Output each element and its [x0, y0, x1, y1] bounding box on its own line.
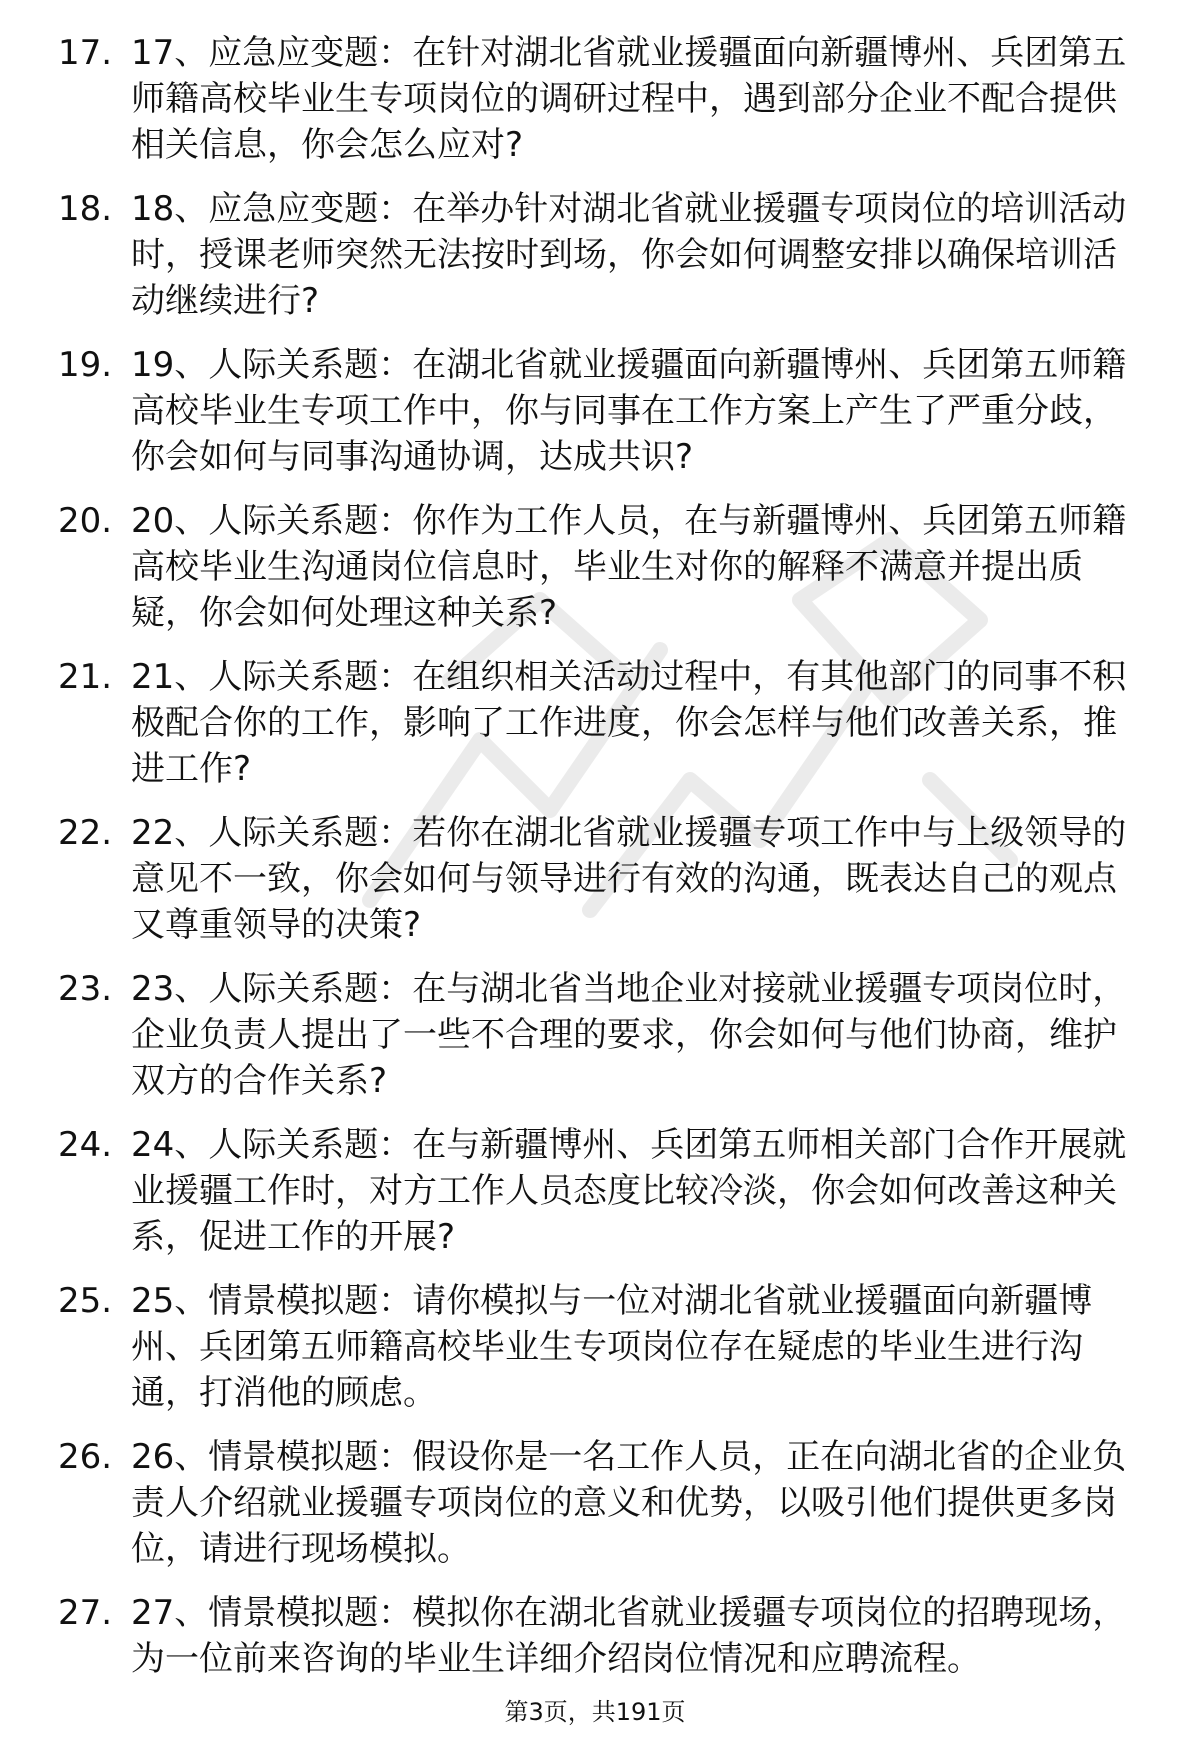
- question-item-24: [0, 1122, 1190, 1260]
- question-number: 27.: [58, 1593, 113, 1633]
- question-text: 21、人际关系题：在组织相关活动过程中，有其他部门的同事不积极配合你的工作，影响了工作进度，你会怎样与他们改善关系，推进工作?: [131, 657, 1127, 789]
- question-text: 22、人际关系题：若你在湖北省就业援疆专项工作中与上级领导的意见不一致，你会如何与领导进行有效的沟通，既表达自己的观点又尊重领导的决策?: [131, 813, 1127, 945]
- question-text: 26、情景模拟题：假设你是一名工作人员，正在向湖北省的企业负责人介绍就业援疆专项岗位的意义和优势，以吸引他们提供更多岗位，请进行现场模拟。: [131, 1437, 1127, 1569]
- question-text: 27、情景模拟题：模拟你在湖北省就业援疆专项岗位的招聘现场，为一位前来咨询的毕业生详细介绍岗位情况和应聘流程。: [131, 1593, 1127, 1679]
- question-item-22: [0, 810, 1190, 948]
- question-number: 24.: [58, 1125, 113, 1165]
- question-item-21: [0, 654, 1190, 792]
- question-item-25: [0, 1278, 1190, 1416]
- question-list: [0, 30, 1190, 1700]
- question-number: 17.: [58, 33, 113, 73]
- question-item-20: [0, 498, 1190, 636]
- question-item-27: [0, 1590, 1190, 1682]
- question-number: 19.: [58, 345, 113, 385]
- question-text: 23、人际关系题：在与湖北省当地企业对接就业援疆专项岗位时，企业负责人提出了一些不合理的要求，你会如何与他们协商，维护双方的合作关系?: [131, 969, 1127, 1101]
- question-number: 25.: [58, 1281, 113, 1321]
- question-item-26: [0, 1434, 1190, 1572]
- question-number: 26.: [58, 1437, 113, 1477]
- question-number: 22.: [58, 813, 113, 853]
- question-text: 17、应急应变题：在针对湖北省就业援疆面向新疆博州、兵团第五师籍高校毕业生专项岗位的调研过程中，遇到部分企业不配合提供相关信息，你会怎么应对?: [131, 33, 1127, 165]
- question-item-19: [0, 342, 1190, 480]
- question-number: 18.: [58, 189, 113, 229]
- page-number-label: 第3页，共191页: [504, 1698, 686, 1726]
- page-footer: [0, 1697, 1190, 1727]
- question-item-23: [0, 966, 1190, 1104]
- question-number: 20.: [58, 501, 113, 541]
- question-text: 20、人际关系题：你作为工作人员，在与新疆博州、兵团第五师籍高校毕业生沟通岗位信息时，毕业生对你的解释不满意并提出质疑，你会如何处理这种关系?: [131, 501, 1127, 633]
- question-text: 24、人际关系题：在与新疆博州、兵团第五师相关部门合作开展就业援疆工作时，对方工作人员态度比较冷淡，你会如何改善这种关系，促进工作的开展?: [131, 1125, 1127, 1257]
- question-item-17: [0, 30, 1190, 168]
- question-item-18: [0, 186, 1190, 324]
- question-number: 23.: [58, 969, 113, 1009]
- question-text: 18、应急应变题：在举办针对湖北省就业援疆专项岗位的培训活动时，授课老师突然无法按时到场，你会如何调整安排以确保培训活动继续进行?: [131, 189, 1127, 321]
- question-text: 19、人际关系题：在湖北省就业援疆面向新疆博州、兵团第五师籍高校毕业生专项工作中，你与同事在工作方案上产生了严重分歧，你会如何与同事沟通协调，达成共识?: [131, 345, 1127, 477]
- question-text: 25、情景模拟题：请你模拟与一位对湖北省就业援疆面向新疆博州、兵团第五师籍高校毕业生专项岗位存在疑虑的毕业生进行沟通，打消他的顾虑。: [131, 1281, 1093, 1413]
- question-number: 21.: [58, 657, 113, 697]
